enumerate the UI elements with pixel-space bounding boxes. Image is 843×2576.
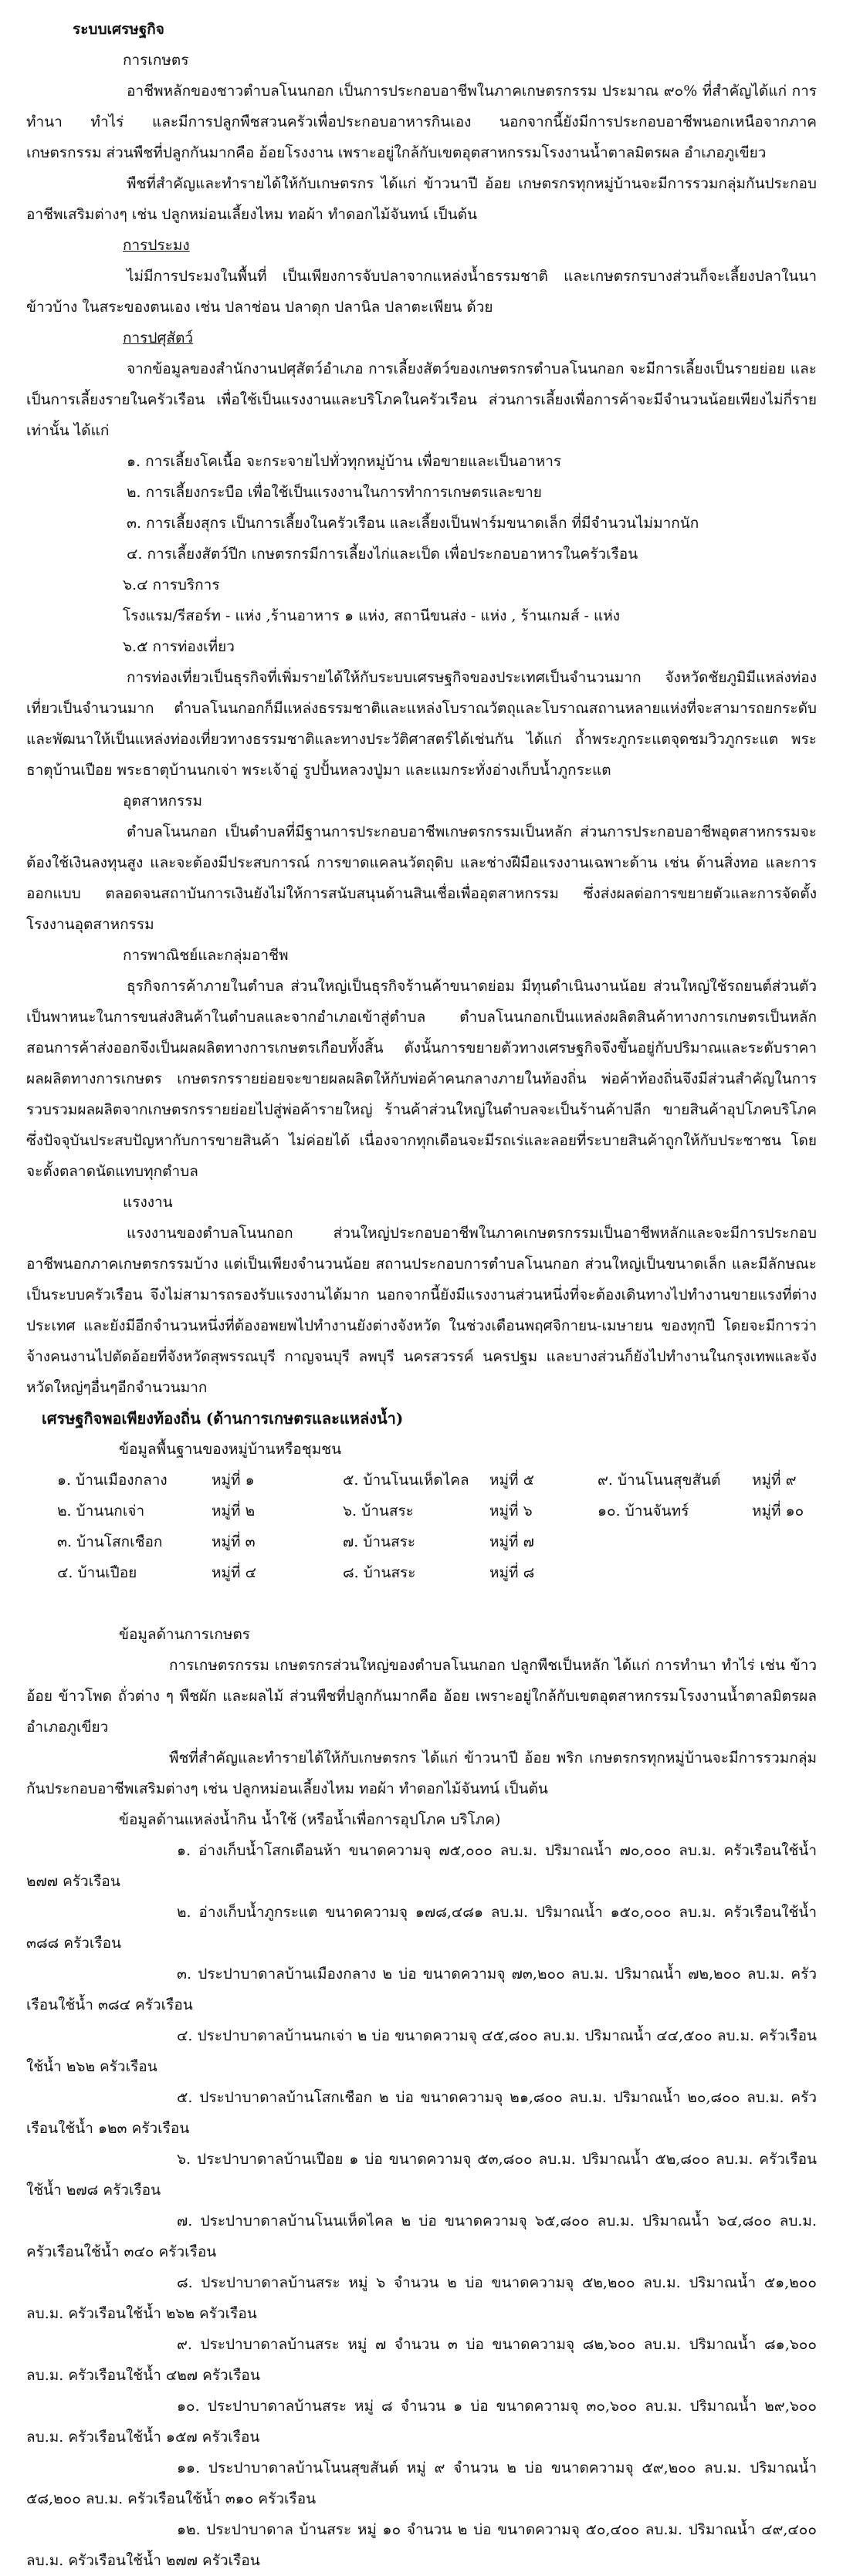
agri-paragraph-1: อาชีพหลักของชาวตำบลโนนกอก เป็นการประกอบอาชีพในภาคเกษตรกรรม ประมาณ ๙๐% ที่สำคัญได้แก่ การทำนา ทำไร่ และมีการปลูกพืชสวนครัวเพื่อประกอบอาหารกินเอง นอกจากนี้ยังมีการประกอบอาชีพนอกเหนือจากภาคเกษตรกรรม ส่วนพืชที่ปลูกกันมากคือ อ้อยโรงงาน เพราะอยู่ใกล้กับเขตอุตสาหกรรมโรงงานน้ำตาลมิตรผล อำเภอภูเขียว (26, 83, 817, 161)
service-heading: ๖.๔ การบริการ (123, 576, 220, 593)
village-name: ๔. บ้านเปือย (57, 1564, 137, 1581)
tourism-paragraph: การท่องเที่ยวเป็นธุรกิจที่เพิ่มรายได้ให้กับระบบเศรษฐกิจของประเทศเป็นจำนวนมาก จังหวัดชัยภูมิมีแหล่งท่องเที่ยวเป็นจำนวนมาก ตำบลโนนกอกก็มีแหล่งธรรมชาติและแหล่งโบราณวัตถุและโบราณสถานหลายแห่งที่จะสามารถยกระดับและพัฒนาให้เป็นแหล่งท่องเที่ยวทางธรรมชาติและทางประวัติศาสตร์ได้เช่นกัน ได้แก่ ถ้ำพระภูกระแตจุดชมวิวภูกระแต พระธาตุบ้านเปือย พระธาตุบ้านนกเจ่า พระเจ้าอู่ รูปปั้นหลวงปู่มา และแมกระทั่งอ่างเก็บน้ำภูกระแต (26, 669, 817, 779)
village-moo: หมู่ที่ ๖ (489, 1503, 533, 1520)
village-name (598, 1526, 752, 1557)
industry-paragraph: ตำบลโนนกอก เป็นตำบลที่มีฐานการประกอบอาชีพเกษตรกรรมเป็นหลัก ส่วนการประกอบอาชีพอุตสาหกรรมจะต้องใช้เงินลงทุนสูง และจะต้องมีประสบการณ์ การขาดแคลนวัตถุดิบ และช่างฝีมือแรงงานเฉพาะด้าน เช่น ด้านสิ่งทอ และการออกแบบ ตลอดจนสถาบันการเงินยังไม่ให้การสนับสนุนด้านสินเชื่อเพื่ออุตสาหกรรม ซึ่งส่งผลต่อการขยายตัวและการจัดตั้งโรงงานอุตสาหกรรม (26, 823, 817, 933)
village-moo (752, 1526, 811, 1557)
village-name (598, 1557, 752, 1588)
water-item: ๕. ประปาบาดาลบ้านโสกเชือก ๒ บ่อ ขนาดความจุ ๒๑,๘๐๐ ลบ.ม. ปริมาณน้ำ ๒๐,๘๐๐ ลบ.ม. ครัวเรือนใช้น้ำ ๑๒๓ ครัวเรือน (26, 2089, 817, 2137)
water-item: ๑๐. ประปาบาดาลบ้านสระ หมู่ ๘ จำนวน ๑ บ่อ ขนาดความจุ ๓๐,๖๐๐ ลบ.ม. ปริมาณน้ำ ๒๙,๖๐๐ ลบ.ม. ครัวเรือนใช้น้ำ ๑๕๗ ครัวเรือน (26, 2398, 817, 2446)
village-name: ๘. บ้านสระ (343, 1564, 416, 1581)
table-row (57, 1526, 811, 1557)
village-moo: หมู่ที่ ๒ (212, 1503, 256, 1520)
fish-heading: การประมง (123, 237, 190, 254)
village-name: ๓. บ้านโสกเชือก (57, 1533, 163, 1550)
village-moo: หมู่ที่ ๓ (212, 1533, 256, 1550)
table-row (57, 1557, 811, 1588)
livestock-item: ๔. การเลี้ยงสัตว์ปีก เกษตรกรมีการเลี้ยงไก่และเป็ด เพื่อประกอบอาหารในครัวเรือน (127, 546, 638, 563)
water-heading: ข้อมูลด้านแหล่งน้ำกิน น้ำใช้ (หรือน้ำเพื่อการอุปโภค บริโภค) (119, 1811, 501, 1828)
village-name: ๕. บ้านโนนเห็ดไคล (343, 1472, 469, 1489)
sufficiency-heading: เศรษฐกิจพอเพียงท้องถิ่น (ด้านการเกษตรและแหล่งน้ำ) (42, 1409, 404, 1428)
village-moo: หมู่ที่ ๕ (489, 1472, 534, 1489)
water-item: ๑. อ่างเก็บน้ำโสกเดือนห้า ขนาดความจุ ๗๕,๐๐๐ ลบ.ม. ปริมาณน้ำ ๗๐,๐๐๐ ลบ.ม. ครัวเรือนใช้น้ำ ๒๗๗ ครัวเรือน (26, 1842, 817, 1890)
village-name: ๑. บ้านเมืองกลาง (57, 1472, 168, 1489)
village-moo: หมู่ที่ ๘ (489, 1564, 535, 1581)
village-moo: หมู่ที่ ๔ (212, 1564, 256, 1581)
livestock-paragraph: จากข้อมูลของสำนักงานปศุสัตว์อำเภอ การเลี้ยงสัตว์ของเกษตรกรตำบลโนนกอก จะมีการเลี้ยงเป็นรายย่อย และเป็นการเลี้ยงรายในครัวเรือน เพื่อใช้เป็นแรงงานและบริโภคในครัวเรือน ส่วนการเลี้ยงเพื่อการค้าจะมีจำนวนน้อยเพียงไม่กี่รายเท่านั้น ได้แก่ (26, 360, 817, 439)
village-name: ๑๐. บ้านจันทร์ (598, 1503, 689, 1520)
livestock-heading: การปศุสัตว์ (123, 330, 194, 347)
spacer (26, 1588, 817, 1619)
village-moo: หมู่ที่ ๑๐ (752, 1503, 804, 1520)
water-item: ๑๒. ประปาบาดาล บ้านสระ หมู่ ๑๐ จำนวน ๒ บ่อ ขนาดความจุ ๕๐,๔๐๐ ลบ.ม. ปริมาณน้ำ ๔๙,๔๐๐ ลบ.ม. ครัวเรือนใช้น้ำ ๒๗๗ ครัวเรือน (26, 2521, 817, 2569)
water-item: ๒. อ่างเก็บน้ำภูกระแต ขนาดความจุ ๑๗๘,๔๘๑ ลบ.ม. ปริมาณน้ำ ๑๕๐,๐๐๐ ลบ.ม. ครัวเรือนใช้น้ำ ๓๘๘ ครัวเรือน (26, 1904, 817, 1952)
village-table (57, 1465, 811, 1588)
water-item: ๑๑. ประปาบาดาลบ้านโนนสุขสันต์ หมู่ ๙ จำนวน ๒ บ่อ ขนาดความจุ ๕๙,๒๐๐ ลบ.ม. ปริมาณน้ำ ๕๘,๒๐๐ ลบ.ม. ครัวเรือนใช้น้ำ ๓๑๐ ครัวเรือน (26, 2459, 817, 2507)
tourism-heading: ๖.๕ การท่องเที่ยว (123, 638, 235, 655)
village-moo: หมู่ที่ ๑ (212, 1472, 255, 1489)
water-item: ๙. ประปาบาดาลบ้านสระ หมู่ ๗ จำนวน ๓ บ่อ ขนาดความจุ ๘๒,๖๐๐ ลบ.ม. ปริมาณน้ำ ๘๑,๖๐๐ ลบ.ม. ครัวเรือนใช้น้ำ ๔๒๗ ครัวเรือน (26, 2336, 817, 2384)
table-row (57, 1465, 811, 1496)
village-name: ๖. บ้านสระ (343, 1503, 414, 1520)
agri-paragraph-2: พืชที่สำคัญและทำรายได้ให้กับเกษตรกร ได้แก่ ข้าวนาปี อ้อย เกษตรกรทุกหมู่บ้านจะมีการรวมกลุ่มกันประกอบอาชีพเสริมต่างๆ เช่น ปลูกหม่อนเลี้ยงไหม ทอผ้า ทำดอกไม้จันทน์ เป็นต้น (26, 175, 817, 223)
village-moo (752, 1557, 811, 1588)
commerce-paragraph: ธุรกิจการค้าภายในตำบล ส่วนใหญ่เป็นธุรกิจร้านค้าขนาดย่อม มีทุนดำเนินงานน้อย ส่วนใหญ่ใช้รถยนต์ส่วนตัวเป็นพาหนะในการขนส่งสินค้าในตำบลและจากอำเภอเข้าสู่ตำบล ตำบลโนนกอกเป็นแหล่งผลิตสินค้าทางการเกษตรเป็นหลัก สอนการค้าส่งออกจึงเป็นผลผลิตทางการเกษตรเกือบทั้งสิ้น ดังนั้นการขยายตัวทางเศรษฐกิจจึงขึ้นอยู่กับปริมาณและระดับราคาผลผลิตทางการเกษตร เกษตรกรรายย่อยจะขายผลผลิตให้กับพ่อค้าคนกลางภายในท้องถิ่น พ่อค้าท้องถิ่นจึงมีส่วนสำคัญในการรวบรวมผลผลิตจากเกษตรกรรายย่อยไปสู่พ่อค้ารายใหญ่ ร้านค้าส่วนใหญ่ในตำบลจะเป็นร้านค้าปลีก ขายสินค้าอุปโภคบริโภค ซึ่งปัจจุบันประสบปัญหากับการขายสินค้า ไม่ค่อยได้ เนื่องจากทุกเดือนจะมีรถเร่และลอยที่ระบายสินค้าถูกให้กับประชาชน โดยจะตั้งตลาดนัดแทบทุกตำบล (26, 978, 817, 1180)
industry-heading: อุตสาหกรรม (123, 793, 202, 810)
commerce-heading: การพาณิชย์และกลุ่มอาชีพ (123, 947, 289, 964)
water-item: ๓. ประปาบาดาลบ้านเมืองกลาง ๒ บ่อ ขนาดความจุ ๗๓,๒๐๐ ลบ.ม. ปริมาณน้ำ ๗๒,๒๐๐ ลบ.ม. ครัวเรือนใช้น้ำ ๓๘๔ ครัวเรือน (26, 1966, 817, 2013)
village-heading: ข้อมูลพื้นฐานของหมู่บ้านหรือชุมชน (119, 1441, 342, 1458)
table-row (57, 1496, 811, 1526)
agri-data-heading: ข้อมูลด้านการเกษตร (119, 1626, 251, 1643)
livestock-item: ๒. การเลี้ยงกระบือ เพื่อใช้เป็นแรงงานในการทำการเกษตรและขาย (127, 484, 542, 501)
livestock-item: ๓. การเลี้ยงสุกร เป็นการเลี้ยงในครัวเรือน และเลี้ยงเป็นฟาร์มขนาดเล็ก ที่มีจำนวนไม่มากนัก (127, 515, 699, 532)
livestock-item: ๑. การเลี้ยงโคเนื้อ จะกระจายไปทั่วทุกหมู่บ้าน เพื่อขายและเป็นอาหาร (127, 453, 562, 470)
agri-data-paragraph-1: การเกษตรกรรม เกษตรกรส่วนใหญ่ของตำบลโนนกอก ปลูกพืชเป็นหลัก ได้แก่ การทำนา ทำไร่ เช่น ข้าว อ้อย ข้าวโพด ถั่วต่าง ๆ พืชผัก และผลไม้ ส่วนพืชที่ปลูกกันมากคือ อ้อย เพราะอยู่ใกล้กับเขตอุตสาหกรรมโรงงานน้ำตาลมิตรผล อำเภอภูเขียว (26, 1657, 817, 1736)
village-name: ๒. บ้านนกเจ่า (57, 1503, 145, 1520)
water-item: ๘. ประปาบาดาลบ้านสระ หมู่ ๖ จำนวน ๒ บ่อ ขนาดความจุ ๕๒,๒๐๐ ลบ.ม. ปริมาณน้ำ ๕๑,๒๐๐ ลบ.ม. ครัวเรือนใช้น้ำ ๒๖๒ ครัวเรือน (26, 2274, 817, 2322)
service-line: โรงแรม/รีสอร์ท - แห่ง ,ร้านอาหาร ๑ แห่ง, สถานีขนส่ง - แห่ง , ร้านเกมส์ - แห่ง (123, 607, 621, 624)
agri-data-paragraph-2: พืชที่สำคัญและทำรายได้ให้กับเกษตรกร ได้แก่ ข้าวนาปี อ้อย พริก เกษตรกรทุกหมู่บ้านจะมีการรวมกลุ่มกันประกอบอาชีพเสริมต่างๆ เช่น ปลูกหม่อนเลี้ยงไหม ทอผ้า ทำดอกไม้จันทน์ เป็นต้น (26, 1749, 817, 1797)
water-item: ๗. ประปาบาดาลบ้านโนนเห็ดไคล ๒ บ่อ ขนาดความจุ ๖๕,๘๐๐ ลบ.ม. ปริมาณน้ำ ๖๔,๘๐๐ ลบ.ม. ครัวเรือนใช้น้ำ ๓๔๐ ครัวเรือน (26, 2213, 817, 2260)
water-item: ๖. ประปาบาดาลบ้านเปือย ๑ บ่อ ขนาดความจุ ๕๓,๘๐๐ ลบ.ม. ปริมาณน้ำ ๕๒,๘๐๐ ลบ.ม. ครัวเรือนใช้น้ำ ๒๗๘ ครัวเรือน (26, 2151, 817, 2199)
fish-paragraph: ไม่มีการประมงในพื้นที่ เป็นเพียงการจับปลาจากแหล่งน้ำธรรมชาติ และเกษตรกรบางส่วนก็จะเลี้ยงปลาในนาข้าวบ้าง ในสระของตนเอง เช่น ปลาช่อน ปลาดุก ปลานิล ปลาตะเพียน ด้วย (26, 268, 817, 316)
village-name: ๗. บ้านสระ (343, 1533, 416, 1550)
water-item: ๔. ประปาบาดาลบ้านนกเจ่า ๒ บ่อ ขนาดความจุ ๔๕,๘๐๐ ลบ.ม. ปริมาณน้ำ ๔๔,๕๐๐ ลบ.ม. ครัวเรือนใช้น้ำ ๒๖๒ ครัวเรือน (26, 2027, 817, 2075)
labor-heading: แรงงาน (123, 1194, 173, 1211)
village-moo: หมู่ที่ ๗ (489, 1533, 534, 1550)
labor-paragraph: แรงงานของตำบลโนนกอก ส่วนใหญ่ประกอบอาชีพในภาคเกษตรกรรมเป็นอาชีพหลักและจะมีการประกอบอาชีพนอกภาคเกษตรกรรมบ้าง แต่เป็นเพียงจำนวนน้อย สถานประกอบการตำบลโนนกอก ส่วนใหญ่เป็นขนาดเล็ก และมีลักษณะเป็นระบบครัวเรือน จึงไม่สามารถรองรับแรงงานได้มาก นอกจากนี้ยังมีแรงงานส่วนหนึ่งที่จะต้องเดินทางไปทำงานขายแรงที่ต่างประเทศ และยังมีอีกจำนวนหนึ่งที่ต้องอพยพไปทำงานยังต่างจังหวัด ในช่วงเดือนพฤศจิกายน-เมษายน ของทุกปี โดยจะมีการว่าจ้างคนงานไปตัดอ้อยที่จังหวัดสุพรรณบุรี กาญจนบุรี ลพบุรี นครสวรรค์ นครปฐม และบางส่วนก็ยังไปทำงานในกรุงเทพและจังหวัดใหญ่ๆอื่นๆอีกจำนวนมาก (26, 1225, 817, 1396)
village-moo: หมู่ที่ ๙ (752, 1472, 797, 1489)
village-name: ๙. บ้านโนนสุขสันต์ (598, 1472, 721, 1489)
section-title: ระบบเศรษฐกิจ (73, 21, 164, 38)
agri-heading: การเกษตร (123, 52, 189, 69)
